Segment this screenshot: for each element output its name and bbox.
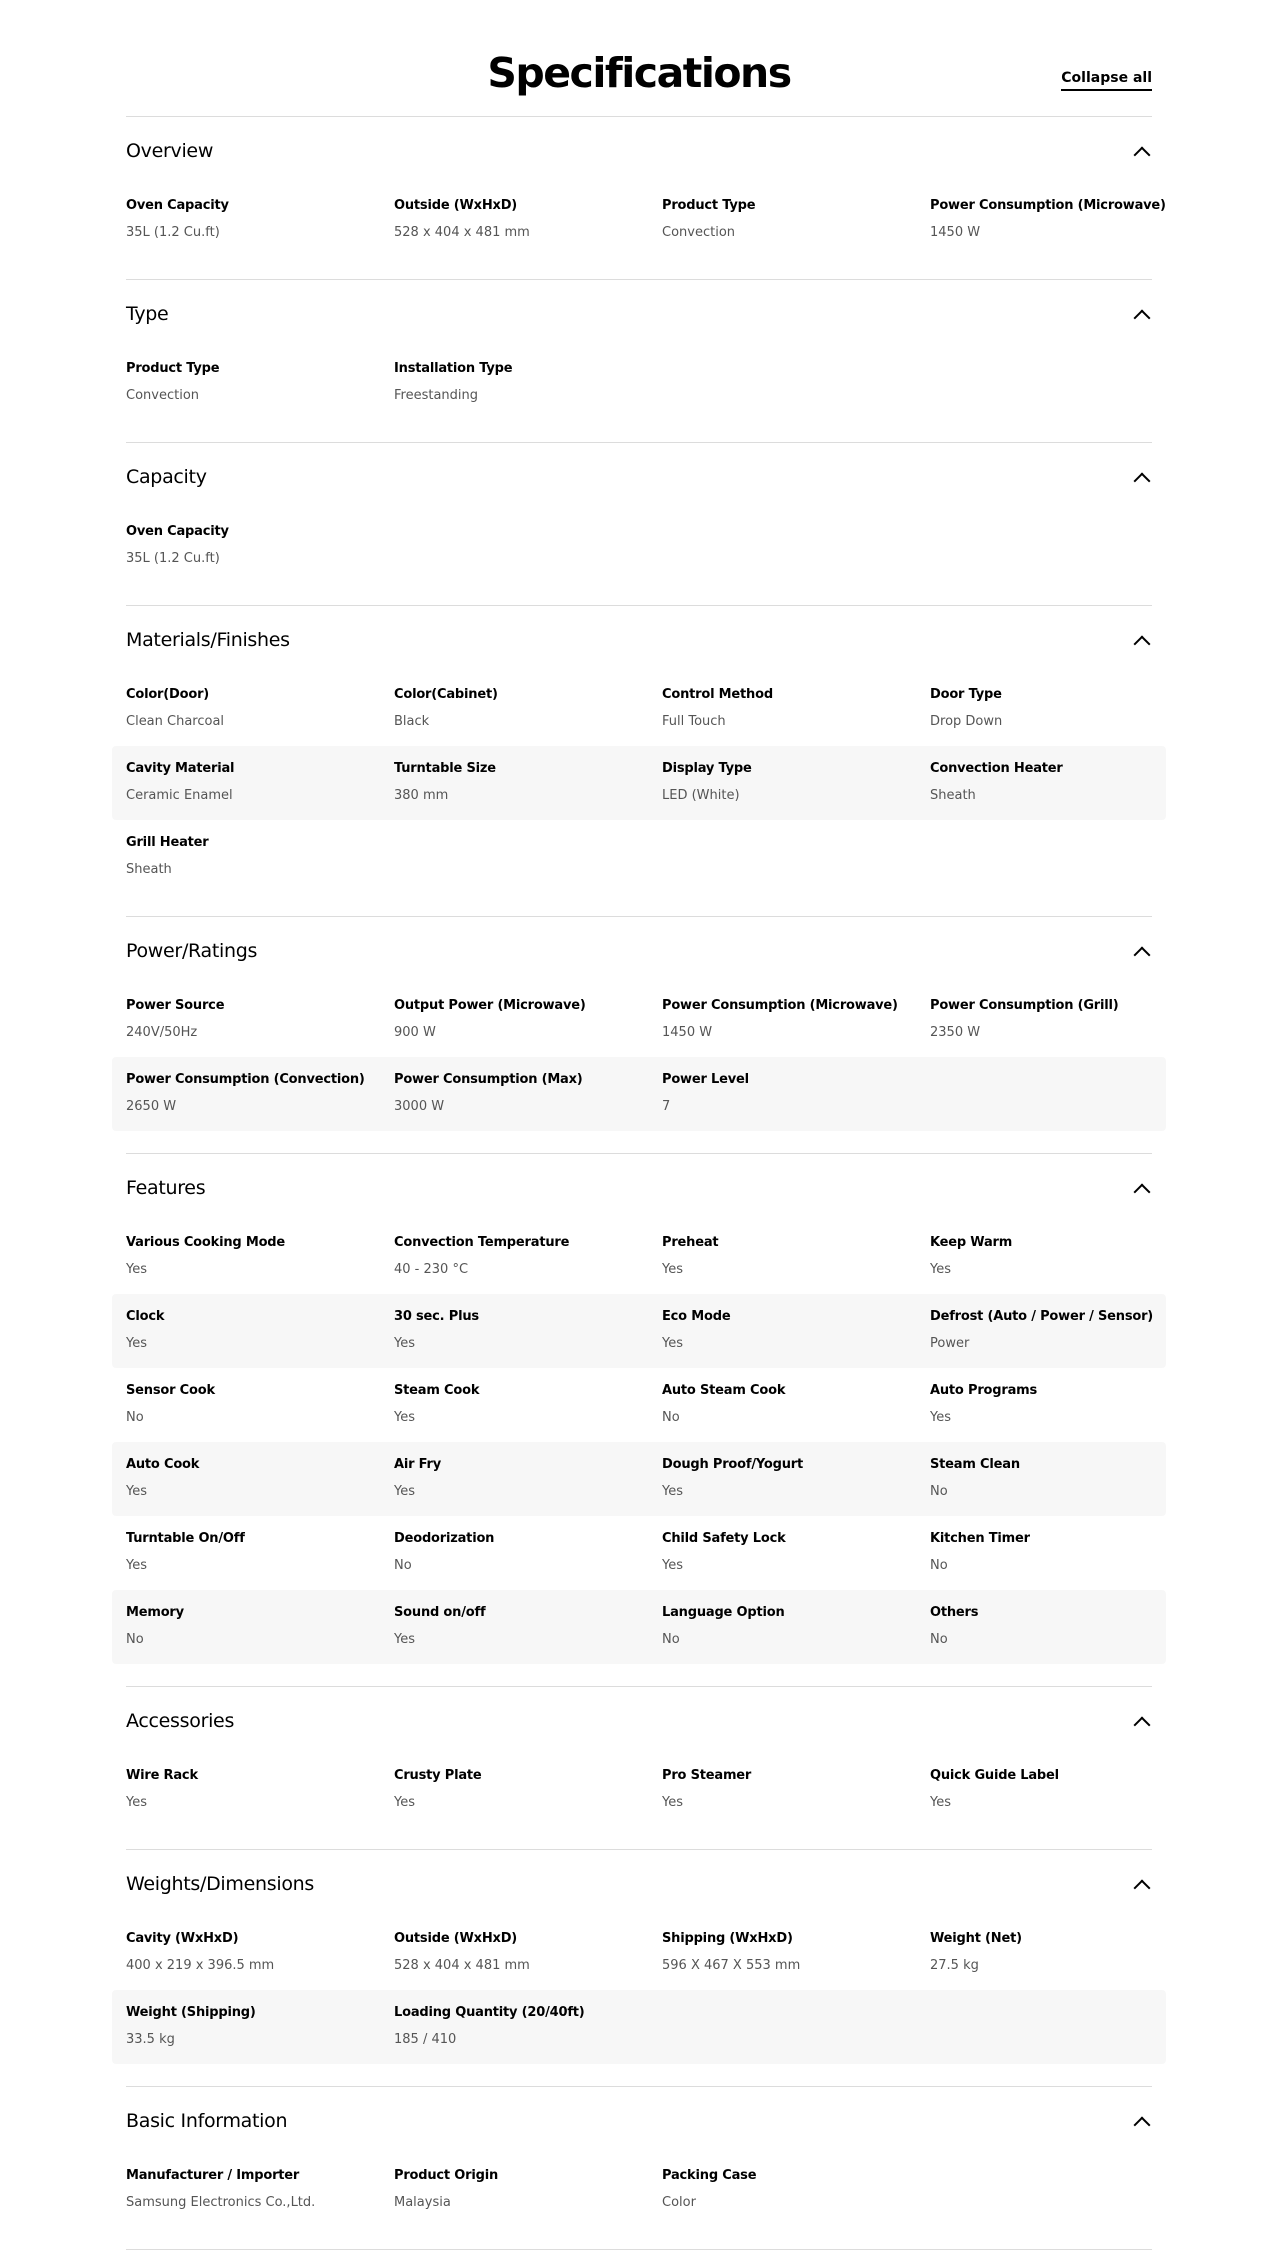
spec-item	[126, 1916, 394, 1990]
spec-item	[662, 183, 930, 257]
spec-label: Kitchen Timer	[930, 1531, 1030, 1546]
chevron-up-icon[interactable]	[1134, 1880, 1151, 1897]
spec-value: Ceramic Enamel	[126, 788, 233, 803]
spec-value: 1450 W	[930, 225, 981, 240]
spec-value: Convection	[662, 225, 736, 240]
spec-value: Yes	[394, 1336, 415, 1351]
spec-value: Clean Charcoal	[126, 714, 225, 729]
spec-section-power-ratings	[126, 917, 1152, 1154]
spec-value: 240V/50Hz	[126, 1025, 198, 1040]
spec-label: Manufacturer / Importer	[126, 2168, 300, 2183]
spec-value: Yes	[126, 1336, 147, 1351]
spec-item	[662, 2153, 930, 2227]
spec-label: Auto Steam Cook	[662, 1383, 786, 1398]
spec-value: Yes	[126, 1795, 147, 1810]
spec-label: Wire Rack	[126, 1768, 198, 1783]
spec-row	[112, 346, 1166, 420]
spec-value: 528 x 404 x 481 mm	[394, 225, 530, 240]
spec-item	[394, 183, 662, 257]
spec-row	[112, 183, 1166, 257]
spec-value: 185 / 410	[394, 2032, 457, 2047]
spec-item	[930, 1368, 1198, 1442]
spec-item	[394, 1220, 662, 1294]
spec-label: Power Source	[126, 998, 225, 1013]
spec-item	[662, 1753, 930, 1827]
spec-value: Convection	[126, 388, 200, 403]
spec-label: Oven Capacity	[126, 524, 229, 539]
section-header[interactable]	[126, 117, 1152, 183]
spec-value: No	[394, 1558, 412, 1573]
spec-row	[112, 2153, 1166, 2227]
spec-value: Yes	[126, 1262, 147, 1277]
section-title: Power/Ratings	[126, 940, 258, 962]
spec-value: 35L (1.2 Cu.ft)	[126, 551, 220, 566]
spec-item	[662, 1516, 930, 1590]
section-title: Overview	[126, 140, 214, 162]
spec-item	[126, 509, 394, 583]
spec-sections	[0, 117, 1278, 2250]
spec-value: 380 mm	[394, 788, 449, 803]
spec-label: Memory	[126, 1605, 184, 1620]
spec-label: Sensor Cook	[126, 1383, 215, 1398]
spec-label: Product Type	[662, 198, 756, 213]
spec-value: No	[930, 1558, 948, 1573]
section-header[interactable]	[126, 1850, 1152, 1916]
spec-value: Color	[662, 2195, 696, 2210]
spec-label: Shipping (WxHxD)	[662, 1931, 793, 1946]
spec-item	[394, 1516, 662, 1590]
spec-value: Sheath	[930, 788, 976, 803]
spec-label: Clock	[126, 1309, 165, 1324]
spec-label: Steam Clean	[930, 1457, 1020, 1472]
spec-row	[112, 1368, 1166, 1442]
chevron-up-icon[interactable]	[1134, 1717, 1151, 1734]
spec-value: Yes	[930, 1410, 951, 1425]
spec-item	[930, 1590, 1198, 1664]
spec-value: Yes	[930, 1262, 951, 1277]
spec-value: Sheath	[126, 862, 172, 877]
spec-item	[394, 1442, 662, 1516]
spec-value: No	[662, 1410, 680, 1425]
spec-label: Dough Proof/Yogurt	[662, 1457, 804, 1472]
spec-label: Convection Temperature	[394, 1235, 570, 1250]
spec-item	[662, 672, 930, 746]
spec-label: Control Method	[662, 687, 773, 702]
section-header[interactable]	[126, 917, 1152, 983]
spec-item	[930, 1442, 1198, 1516]
spec-value: Black	[394, 714, 430, 729]
spec-value: 7	[662, 1099, 671, 1114]
spec-value: 2350 W	[930, 1025, 981, 1040]
spec-label: Installation Type	[394, 361, 513, 376]
spec-label: Pro Steamer	[662, 1768, 752, 1783]
spec-value: No	[930, 1484, 948, 1499]
spec-label: Auto Programs	[930, 1383, 1038, 1398]
section-header[interactable]	[126, 606, 1152, 672]
spec-label: Packing Case	[662, 2168, 757, 2183]
section-title: Features	[126, 1177, 206, 1199]
spec-row	[112, 1220, 1166, 1294]
spec-label: Various Cooking Mode	[126, 1235, 286, 1250]
spec-label: Defrost (Auto / Power / Sensor)	[930, 1309, 1154, 1324]
spec-item	[126, 746, 394, 820]
spec-value: LED (White)	[662, 788, 740, 803]
section-title: Capacity	[126, 466, 207, 488]
spec-row	[112, 509, 1166, 583]
spec-section-features	[126, 1154, 1152, 1687]
chevron-up-icon[interactable]	[1134, 147, 1151, 164]
spec-item	[394, 1368, 662, 1442]
spec-section-weights-dimensions	[126, 1850, 1152, 2087]
spec-section-overview	[126, 117, 1166, 280]
spec-item	[394, 1590, 662, 1664]
spec-label: Sound on/off	[394, 1605, 486, 1620]
spec-item	[930, 1753, 1198, 1827]
spec-value: 2650 W	[126, 1099, 177, 1114]
spec-row	[112, 983, 1166, 1057]
spec-label: Power Consumption (Max)	[394, 1072, 583, 1087]
spec-row	[112, 1516, 1166, 1590]
spec-label: Eco Mode	[662, 1309, 731, 1324]
spec-label: Power Consumption (Convection)	[126, 1072, 365, 1087]
spec-item	[662, 1916, 930, 1990]
spec-label: Grill Heater	[126, 835, 209, 850]
collapse-all-button[interactable]: Collapse all	[1061, 69, 1152, 91]
spec-label: Power Consumption (Grill)	[930, 998, 1119, 1013]
spec-row	[112, 1990, 1166, 2064]
spec-value: 400 x 219 x 396.5 mm	[126, 1958, 275, 1973]
spec-label: Oven Capacity	[126, 198, 229, 213]
spec-section-materials-finishes	[126, 606, 1152, 917]
section-header[interactable]	[126, 443, 1152, 509]
spec-row	[112, 746, 1166, 820]
spec-item	[126, 1990, 394, 2064]
spec-item	[930, 1516, 1198, 1590]
spec-value: No	[126, 1410, 144, 1425]
spec-value: Drop Down	[930, 714, 1003, 729]
spec-label: Outside (WxHxD)	[394, 198, 518, 213]
spec-item	[662, 983, 930, 1057]
spec-label: Output Power (Microwave)	[394, 998, 586, 1013]
spec-label: Product Origin	[394, 2168, 499, 2183]
spec-item	[126, 1442, 394, 1516]
section-title: Weights/Dimensions	[126, 1873, 314, 1895]
spec-item	[394, 346, 662, 420]
spec-label: Turntable On/Off	[126, 1531, 245, 1546]
spec-label: Power Level	[662, 1072, 749, 1087]
spec-label: Door Type	[930, 687, 1002, 702]
spec-value: 3000 W	[394, 1099, 445, 1114]
spec-label: 30 sec. Plus	[394, 1309, 479, 1324]
section-header[interactable]	[126, 280, 1152, 346]
spec-row	[112, 820, 1166, 894]
spec-item	[126, 183, 394, 257]
spec-label: Quick Guide Label	[930, 1768, 1059, 1783]
spec-label: Others	[930, 1605, 979, 1620]
spec-label: Color(Door)	[126, 687, 210, 702]
spec-item	[394, 1990, 662, 2064]
section-header[interactable]	[126, 1687, 1152, 1753]
spec-label: Loading Quantity (20/40ft)	[394, 2005, 585, 2020]
spec-item	[126, 820, 394, 894]
spec-item	[930, 1916, 1198, 1990]
spec-value: 33.5 kg	[126, 2032, 175, 2047]
spec-value: Full Touch	[662, 714, 726, 729]
spec-section-accessories	[126, 1687, 1152, 1850]
spec-item	[126, 1057, 394, 1131]
spec-row	[112, 1057, 1166, 1131]
spec-item	[394, 672, 662, 746]
spec-item	[126, 672, 394, 746]
spec-section-capacity	[126, 443, 1152, 606]
spec-value: 40 - 230 °C	[394, 1262, 469, 1277]
spec-section-type	[126, 280, 1152, 443]
section-header[interactable]	[126, 2087, 1152, 2153]
chevron-up-icon[interactable]	[1134, 636, 1151, 653]
spec-item	[394, 1057, 662, 1131]
chevron-up-icon[interactable]	[1134, 2117, 1151, 2134]
spec-item	[126, 1294, 394, 1368]
spec-value: Yes	[662, 1558, 683, 1573]
spec-label: Crusty Plate	[394, 1768, 482, 1783]
spec-value: 27.5 kg	[930, 1958, 979, 1973]
spec-item	[662, 746, 930, 820]
section-title: Basic Information	[126, 2110, 288, 2132]
spec-value: No	[662, 1632, 680, 1647]
spec-value: Yes	[394, 1632, 415, 1647]
spec-label: Product Type	[126, 361, 220, 376]
spec-label: Power Consumption (Microwave)	[662, 998, 898, 1013]
spec-label: Weight (Net)	[930, 1931, 1022, 1946]
spec-value: Yes	[662, 1484, 683, 1499]
spec-row	[112, 1442, 1166, 1516]
page-title: Specifications	[487, 49, 791, 97]
spec-item	[126, 1516, 394, 1590]
spec-label: Weight (Shipping)	[126, 2005, 256, 2020]
spec-value: Power	[930, 1336, 970, 1351]
chevron-up-icon[interactable]	[1134, 947, 1151, 964]
spec-item	[126, 346, 394, 420]
spec-label: Outside (WxHxD)	[394, 1931, 518, 1946]
spec-item	[662, 1294, 930, 1368]
spec-item	[930, 746, 1198, 820]
spec-row	[112, 672, 1166, 746]
spec-item	[930, 983, 1198, 1057]
chevron-up-icon[interactable]	[1134, 1184, 1151, 1201]
spec-value: Yes	[394, 1484, 415, 1499]
spec-value: 1450 W	[662, 1025, 713, 1040]
spec-item	[394, 1294, 662, 1368]
spec-item	[662, 1220, 930, 1294]
spec-value: 35L (1.2 Cu.ft)	[126, 225, 220, 240]
spec-item	[394, 983, 662, 1057]
spec-item	[930, 672, 1198, 746]
spec-item	[126, 1753, 394, 1827]
spec-item	[930, 1220, 1198, 1294]
section-header[interactable]	[126, 1154, 1152, 1220]
spec-value: Malaysia	[394, 2195, 451, 2210]
spec-label: Cavity (WxHxD)	[126, 1931, 239, 1946]
chevron-up-icon[interactable]	[1134, 473, 1151, 490]
spec-label: Color(Cabinet)	[394, 687, 498, 702]
spec-label: Keep Warm	[930, 1235, 1013, 1250]
section-title: Accessories	[126, 1710, 235, 1732]
spec-label: Air Fry	[394, 1457, 441, 1472]
spec-row	[112, 1590, 1166, 1664]
spec-label: Child Safety Lock	[662, 1531, 786, 1546]
spec-value: Freestanding	[394, 388, 479, 403]
spec-value: No	[930, 1632, 948, 1647]
spec-label: Language Option	[662, 1605, 785, 1620]
spec-item	[394, 1916, 662, 1990]
spec-value: Yes	[662, 1336, 683, 1351]
spec-item	[394, 746, 662, 820]
spec-label: Auto Cook	[126, 1457, 200, 1472]
spec-item	[126, 1368, 394, 1442]
spec-item	[930, 183, 1198, 257]
spec-label: Preheat	[662, 1235, 719, 1250]
spec-value: Yes	[394, 1795, 415, 1810]
spec-row	[112, 1753, 1166, 1827]
spec-value: 528 x 404 x 481 mm	[394, 1958, 530, 1973]
spec-value: Samsung Electronics Co.,Ltd.	[126, 2195, 316, 2210]
spec-row	[112, 1294, 1166, 1368]
spec-value: 596 X 467 X 553 mm	[662, 1958, 801, 1973]
spec-label: Convection Heater	[930, 761, 1063, 776]
spec-item	[126, 1590, 394, 1664]
spec-value: No	[126, 1632, 144, 1647]
spec-label: Steam Cook	[394, 1383, 480, 1398]
spec-value: 900 W	[394, 1025, 436, 1040]
spec-item	[662, 1442, 930, 1516]
spec-item	[662, 1590, 930, 1664]
spec-section-basic-information	[126, 2087, 1152, 2250]
spec-value: Yes	[662, 1262, 683, 1277]
spec-item	[126, 983, 394, 1057]
spec-item	[126, 1220, 394, 1294]
spec-value: Yes	[662, 1795, 683, 1810]
spec-value: Yes	[394, 1410, 415, 1425]
spec-item	[930, 1294, 1198, 1368]
spec-item	[394, 1753, 662, 1827]
spec-label: Cavity Material	[126, 761, 235, 776]
spec-row	[112, 1916, 1166, 1990]
spec-item	[662, 1368, 930, 1442]
spec-label: Deodorization	[394, 1531, 495, 1546]
spec-item	[662, 1057, 930, 1131]
section-title: Materials/Finishes	[126, 629, 290, 651]
spec-value: Yes	[930, 1795, 951, 1810]
spec-item	[394, 2153, 662, 2227]
spec-label: Display Type	[662, 761, 752, 776]
spec-value: Yes	[126, 1484, 147, 1499]
spec-label: Turntable Size	[394, 761, 496, 776]
specs-header	[126, 0, 1152, 117]
section-title: Type	[126, 303, 169, 325]
spec-label: Power Consumption (Microwave)	[930, 198, 1166, 213]
chevron-up-icon[interactable]	[1134, 310, 1151, 327]
spec-item	[126, 2153, 394, 2227]
spec-value: Yes	[126, 1558, 147, 1573]
